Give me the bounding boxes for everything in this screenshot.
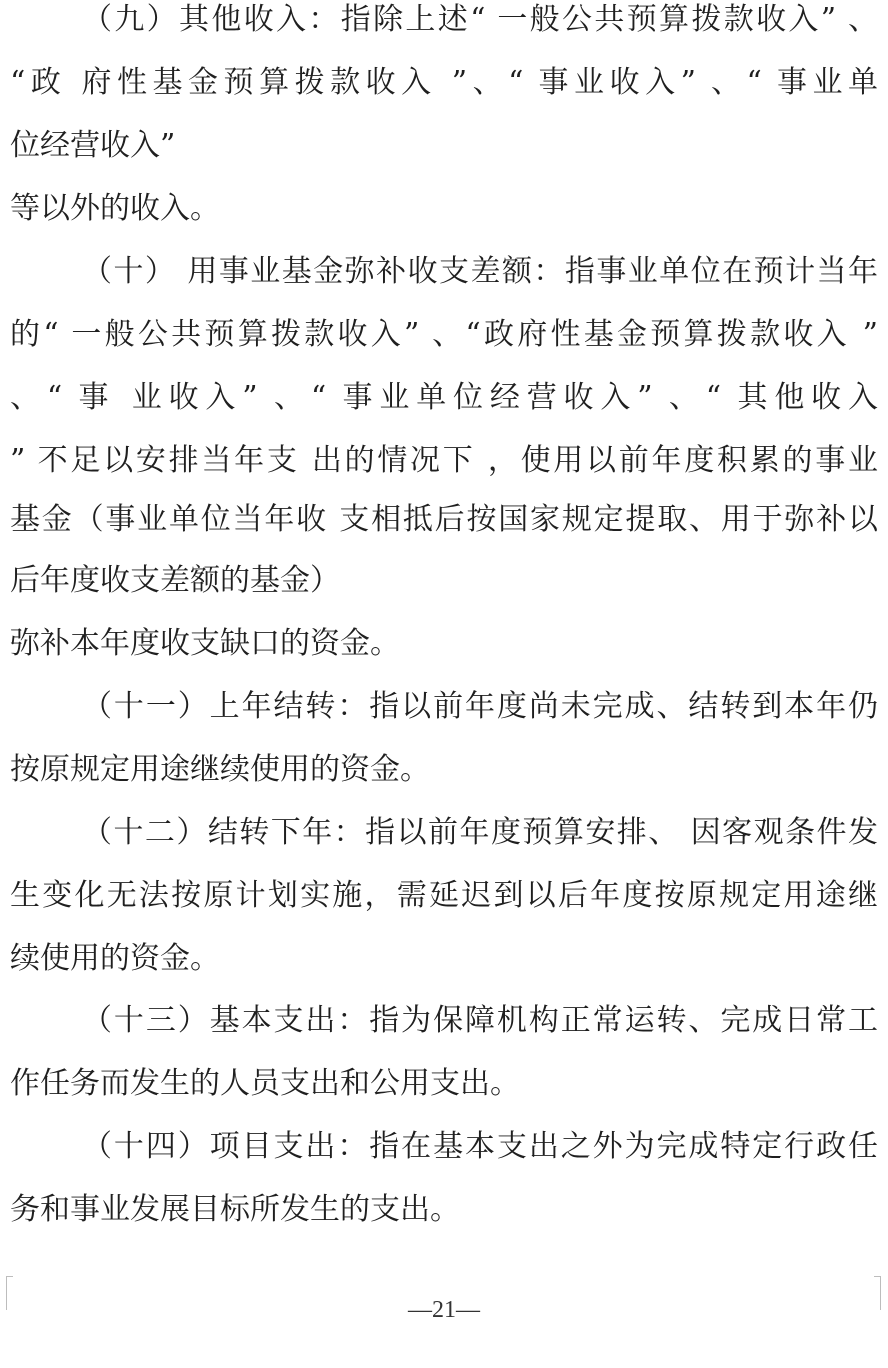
paragraph-10-line-3: 、“ 事 业收入” 、“ 事业单位经营收入” 、“ 其他收入 — [10, 380, 878, 415]
paragraph-9-line-4: 等以外的收入。 — [10, 191, 220, 226]
page-number: —21— — [408, 1297, 480, 1323]
paragraph-13-line-1: （十三）基本支出：指为保障机构正常运转、完成日常工 — [82, 1003, 878, 1038]
paragraph-10-line-5: 基金（事业单位当年收 支相抵后按国家规定提取、用于弥补以 — [10, 502, 878, 537]
paragraph-12-line-3: 续使用的资金。 — [10, 941, 220, 976]
paragraph-13-line-2: 作任务而发生的人员支出和公用支出。 — [10, 1066, 520, 1101]
right-crop-tick — [874, 1276, 881, 1277]
paragraph-9-line-3: 位经营收入” — [10, 128, 176, 163]
paragraph-10-line-7: 弥补本年度收支缺口的资金。 — [10, 626, 400, 661]
paragraph-12-line-1: （十二）结转下年：指以前年度预算安排、 因客观条件发 — [82, 815, 878, 850]
paragraph-10-line-6: 后年度收支差额的基金） — [10, 563, 340, 598]
paragraph-10-line-4: ” 不足以安排当年支 出的情况下 ，使用以前年度积累的事业 — [10, 443, 878, 478]
paragraph-10-line-1: （十） 用事业基金弥补收支差额：指事业单位在预计当年 — [82, 254, 878, 289]
paragraph-9-line-1: （九）其他收入：指除上述“ 一般公共预算拨款收入” 、 — [82, 2, 878, 37]
paragraph-10-line-2: 的“ 一般公共预算拨款收入” 、“政府性基金预算拨款收入 ” — [10, 317, 878, 352]
paragraph-9-line-2: “政 府性基金预算拨款收入 ”、“ 事业收入” 、“ 事业单 — [10, 65, 878, 100]
paragraph-14-line-1: （十四）项目支出：指在基本支出之外为完成特定行政任 — [82, 1129, 878, 1164]
paragraph-11-line-1: （十一）上年结转：指以前年度尚未完成、结转到本年仍 — [82, 689, 878, 724]
paragraph-14-line-2: 务和事业发展目标所发生的支出。 — [10, 1192, 460, 1227]
left-crop-tick — [6, 1276, 13, 1277]
paragraph-11-line-2: 按原规定用途继续使用的资金。 — [10, 752, 430, 787]
paragraph-12-line-2: 生变化无法按原计划实施，需延迟到以后年度按原规定用途继 — [10, 878, 878, 913]
